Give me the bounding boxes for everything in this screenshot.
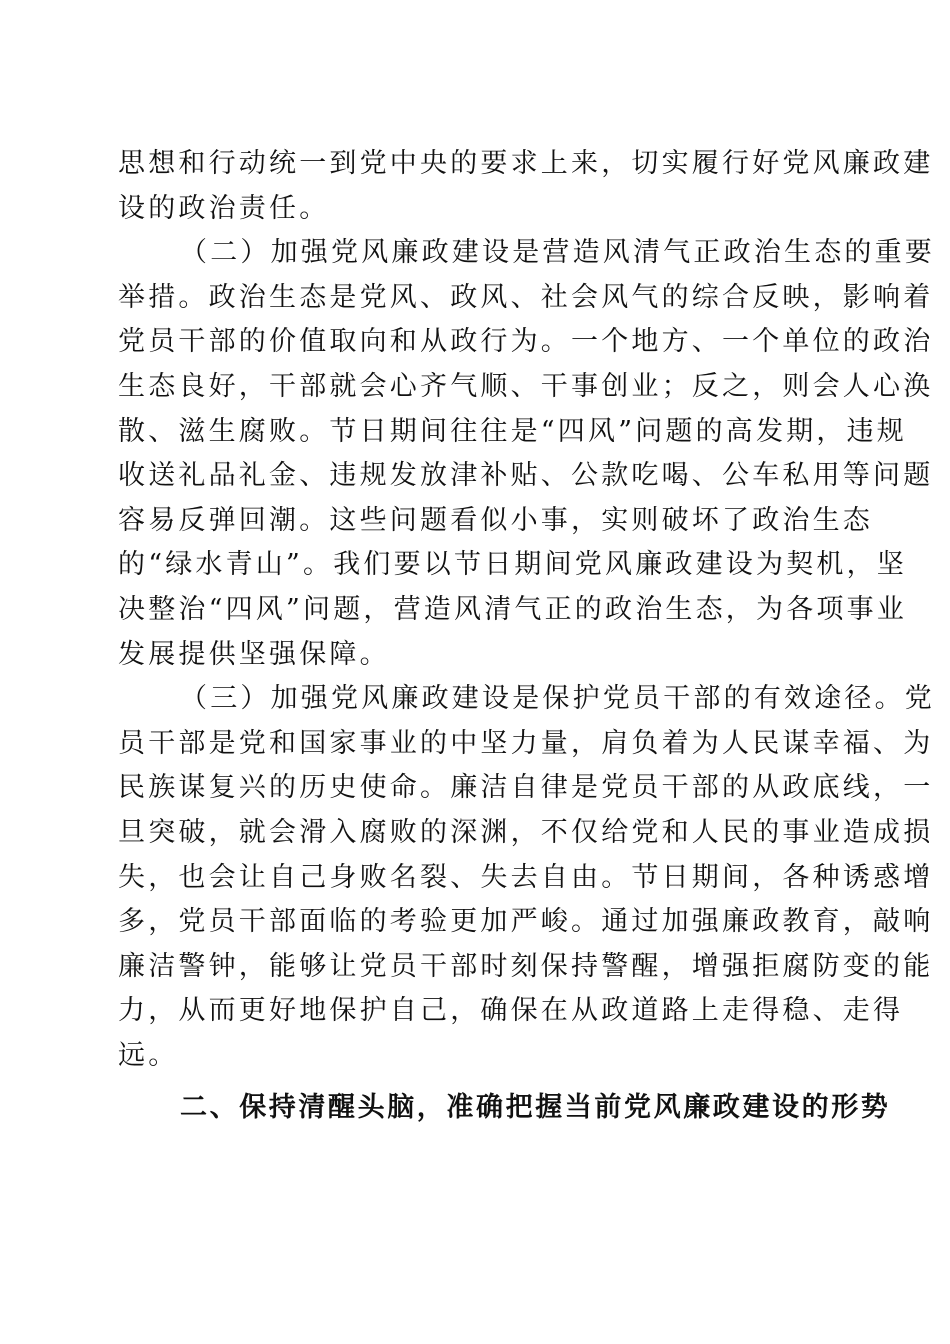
text-line: 党员干部的价值取向和从政行为。一个地方、一个单位的政治 (118, 326, 934, 358)
text-line: 力，从而更好地保护自己，确保在从政道路上走得稳、走得 (118, 995, 904, 1027)
text-line: 的“绿水青山”。我们要以节日期间党风廉政建设为契机，坚 (118, 549, 908, 581)
text-line: 失，也会让自己身败名裂、失去自由。节日期间，各种诱惑增 (118, 861, 934, 893)
text-line: 廉洁警钟，能够让党员干部时刻保持警醒，增强拒腐防变的能 (118, 950, 934, 982)
section-heading: 二、保持清醒头脑，准确把握当前党风廉政建设的形势 (180, 1092, 891, 1124)
text-line: 收送礼品礼金、违规发放津补贴、公款吃喝、公车私用等问题 (118, 460, 934, 492)
text-line: 民族谋复兴的历史使命。廉洁自律是党员干部的从政底线，一 (118, 772, 934, 804)
text-line: 远。 (118, 1039, 179, 1071)
text-line: 散、滋生腐败。节日期间往往是“四风”问题的高发期，违规 (118, 415, 908, 447)
document-body (118, 142, 935, 1131)
paragraph-lead-line: （三）加强党风廉政建设是保护党员干部的有效途径。党 (180, 683, 935, 715)
text-line: 生态良好，干部就会心齐气顺、干事创业；反之，则会人心涣 (118, 370, 934, 402)
paragraph-lead-line: （二）加强党风廉政建设是营造风清气正政治生态的重要 (180, 237, 935, 269)
text-line: 旦突破，就会滑入腐败的深渊，不仅给党和人民的事业造成损 (118, 816, 934, 848)
text-line: 思想和行动统一到党中央的要求上来，切实履行好党风廉政建 (118, 148, 934, 179)
text-line: 员干部是党和国家事业的中坚力量，肩负着为人民谋幸福、为 (118, 727, 934, 759)
text-line: 容易反弹回潮。这些问题看似小事，实则破坏了政治生态 (118, 504, 873, 536)
text-line: 决整治“四风”问题，营造风清气正的政治生态，为各项事业 (118, 593, 908, 625)
text-line: 举措。政治生态是党风、政风、社会风气的综合反映，影响着 (118, 281, 934, 313)
text-line: 发展提供坚强保障。 (118, 638, 390, 670)
text-line: 设的政治责任。 (118, 192, 330, 224)
text-line: 多，党员干部面临的考验更加严峻。通过加强廉政教育，敲响 (118, 906, 934, 938)
